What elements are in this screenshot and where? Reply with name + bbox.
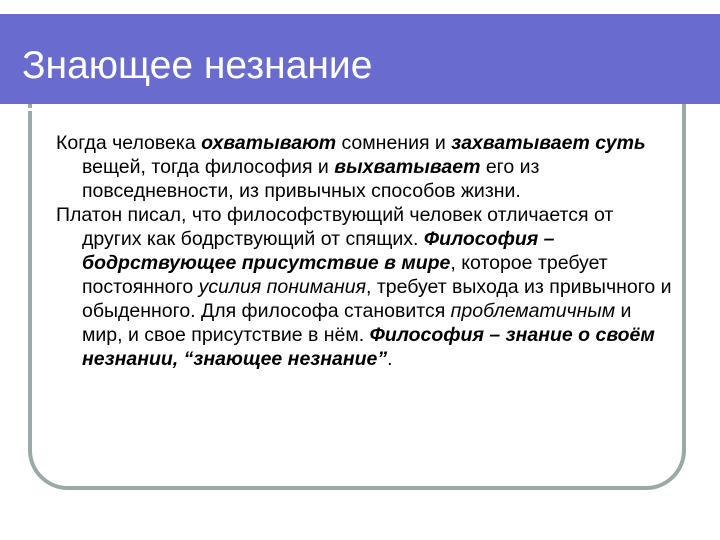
paragraph-1-segment-1: Когда человека <box>56 132 202 154</box>
title-bar <box>0 14 720 104</box>
slide-body <box>56 131 676 371</box>
title-underline <box>0 108 636 111</box>
slide-title: Знающее незнание <box>22 44 373 87</box>
paragraph-1-segment-3: сомнения и <box>336 132 452 154</box>
paragraph-2-segment-1: Платон писал, что философствующий человек отличается от других как бодрствующий от спящих. <box>56 204 614 250</box>
paragraph-2-segment-4: усилия понимания <box>198 276 366 298</box>
paragraph-2-segment-5: , требует выхода из привычного и обыденного. Для философа становится <box>82 276 672 322</box>
paragraph-1-segment-4: захватывает суть <box>451 132 646 154</box>
paragraph-1-segment-2: охватывают <box>201 132 337 154</box>
paragraph-1-segment-5: вещей, тогда философия и <box>82 156 335 178</box>
paragraph-1-segment-7: его из повседневности, из привычных способов жизни. <box>82 156 540 202</box>
paragraph-1 <box>56 131 676 203</box>
paragraph-2-segment-2: Философия – бодрствующее присутствие в мире <box>82 228 555 274</box>
paragraph-2-segment-9: . <box>387 348 393 370</box>
paragraph-2-segment-6: проблематичным <box>450 300 616 322</box>
paragraph-2 <box>56 203 676 371</box>
paragraph-2-segment-7: и мир, и свое присутствие в нём. <box>82 300 632 346</box>
paragraph-2-segment-3: , которое требует постоянного <box>82 252 608 298</box>
paragraph-1-segment-6: выхватывает <box>334 156 481 178</box>
paragraph-2-segment-8: Философия – знание о своём незнании, “знающее незнание” <box>82 324 655 370</box>
